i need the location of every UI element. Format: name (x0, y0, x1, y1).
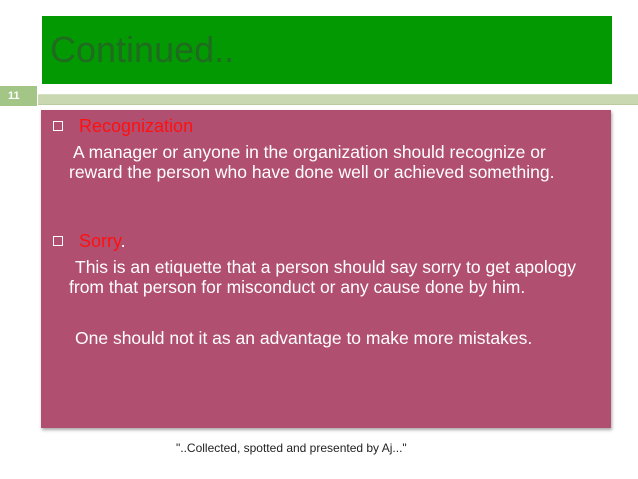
heading-sorry: Sorry. (79, 231, 126, 251)
paragraph-sorry-1: This is an etiquette that a person should say sorry to get apology from that person for misconduct or any cause done by him. (69, 257, 576, 297)
square-bullet-icon (53, 121, 63, 131)
footer-credit: "..Collected, spotted and presented by Aj..." (176, 441, 407, 455)
title-bar (42, 16, 612, 84)
slide-title: Continued.. (50, 29, 235, 70)
content-panel (41, 110, 611, 428)
bullet-recognization (53, 115, 193, 137)
divider-rule (38, 94, 638, 105)
square-bullet-icon (53, 236, 63, 246)
heading-recognization: Recognization (79, 116, 194, 136)
paragraph-sorry-2: One should not it as an advantage to make more mistakes. (75, 328, 533, 348)
bullet-sorry (53, 230, 126, 252)
paragraph-recognization: A manager or anyone in the organization should recognize or reward the person who have done well or achieved something. (69, 142, 555, 182)
page-number: 11 (0, 86, 37, 106)
